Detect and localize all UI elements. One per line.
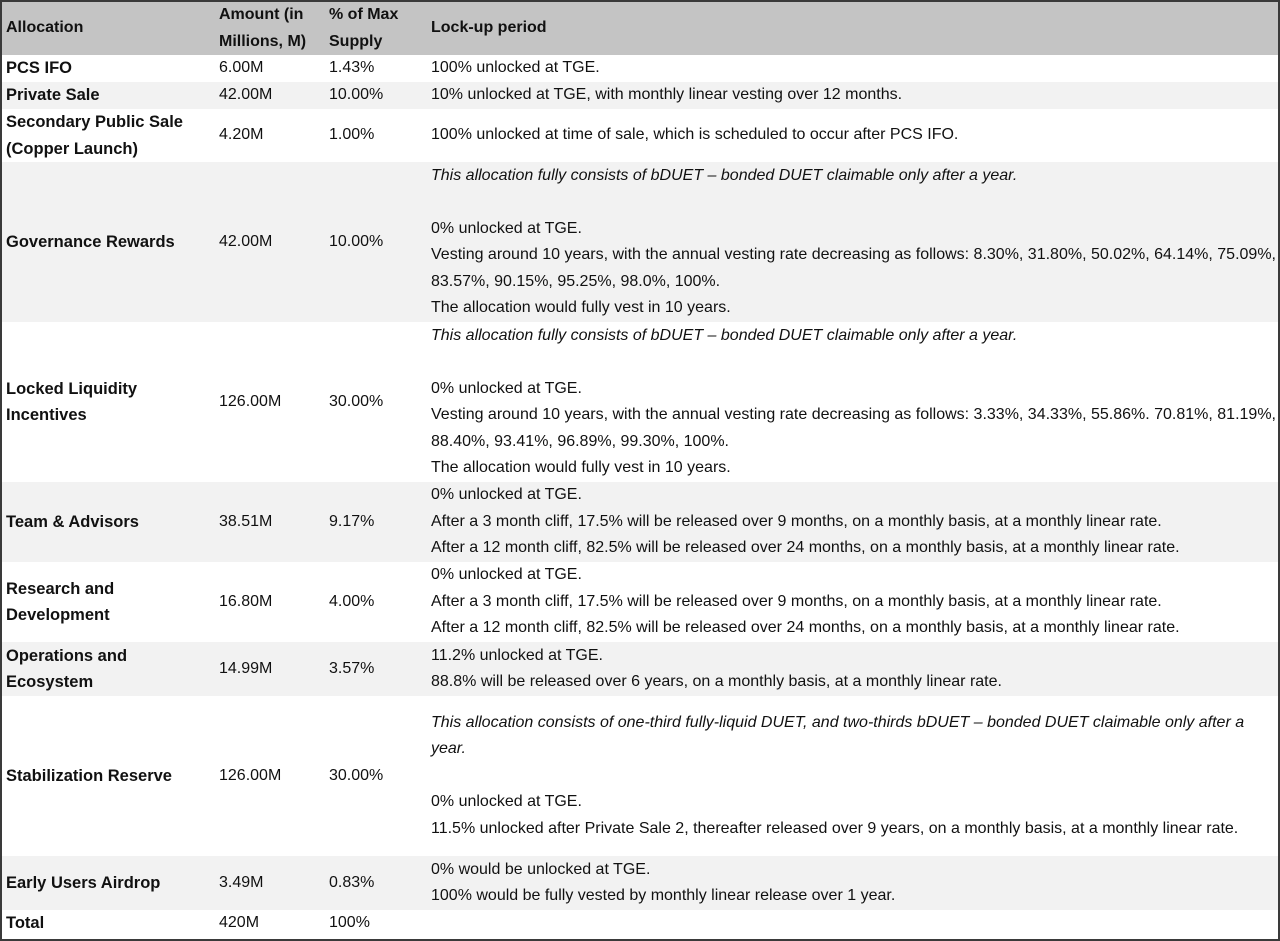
percent-cell: 10.00%	[325, 162, 427, 322]
amount-cell: 42.00M	[215, 82, 325, 109]
lockup-line: 11.2% unlocked at TGE.	[431, 646, 603, 664]
allocation-cell: Early Users Airdrop	[2, 856, 215, 910]
allocation-cell: Secondary Public Sale (Copper Launch)	[6, 113, 183, 158]
amount-cell: 16.80M	[219, 592, 273, 610]
table-row	[2, 482, 1278, 562]
amount-cell: 42.00M	[215, 162, 325, 322]
lockup-cell	[427, 482, 1278, 562]
lockup-note: This allocation consists of one-third fully-liquid DUET, and two-thirds bDUET – bonded DUET claimable only after a year.	[431, 713, 1245, 758]
percent-cell: 4.00%	[329, 592, 375, 610]
lockup-cell	[427, 856, 1278, 910]
allocation-cell: Locked Liquidity Incentives	[6, 379, 138, 424]
lockup-cell	[427, 82, 1278, 109]
allocation-cell: PCS IFO	[6, 59, 73, 78]
table-row	[2, 642, 1278, 696]
lockup-cell	[427, 696, 1278, 856]
lockup-note: This allocation fully consists of bDUET – bonded DUET claimable only after a year.	[431, 326, 1018, 344]
lockup-line: After a 3 month cliff, 17.5% will be released over 9 months, on a monthly basis, at a monthly linear rate.	[431, 512, 1162, 530]
percent-cell: 1.00%	[329, 126, 375, 144]
lockup-line: Vesting around 10 years, with the annual vesting rate decreasing as follows: 8.30%, 31.80%, 50.02%, 64.14%, 75.09%, 83.57%, 90.15%, 95.25%, 98.0%, 100%.	[431, 246, 1276, 290]
lockup-line: 0% unlocked at TGE.	[431, 793, 582, 811]
amount-cell: 4.20M	[219, 126, 264, 144]
header-percent: % of Max Supply	[325, 2, 427, 55]
lockup-line: 100% unlocked at time of sale, which is scheduled to occur after PCS IFO.	[431, 126, 959, 144]
allocation-cell: Operations and Ecosystem	[2, 642, 215, 696]
header-allocation: Allocation	[2, 2, 215, 55]
lockup-line: After a 12 month cliff, 82.5% will be released over 24 months, on a monthly basis, at a monthly linear rate.	[431, 619, 1180, 637]
header-lockup: Lock-up period	[427, 2, 1278, 55]
lockup-line: 0% unlocked at TGE.	[431, 486, 582, 504]
amount-cell: 126.00M	[219, 766, 282, 784]
lockup-line: Vesting around 10 years, with the annual vesting rate decreasing as follows: 3.33%, 34.33%, 55.86%. 70.81%, 81.19%, 88.40%, 93.41%, 96.89%, 99.30%, 100%.	[431, 406, 1276, 450]
allocation-cell: Research and Development	[6, 579, 115, 624]
lockup-line: 100% unlocked at TGE.	[431, 59, 600, 77]
percent-cell: 1.43%	[329, 59, 375, 77]
lockup-line: 0% unlocked at TGE.	[431, 566, 582, 584]
lockup-spacer	[431, 763, 1278, 790]
lockup-line: 0% unlocked at TGE.	[431, 379, 582, 397]
table-row	[2, 322, 1278, 482]
table-row	[2, 910, 1278, 937]
percent-cell: 9.17%	[325, 482, 427, 562]
percent-cell: 30.00%	[329, 766, 384, 784]
table-row	[2, 562, 1278, 642]
allocation-cell: Team & Advisors	[2, 482, 215, 562]
amount-cell: 38.51M	[215, 482, 325, 562]
allocation-table	[2, 2, 1278, 937]
table-row	[2, 82, 1278, 109]
lockup-spacer	[431, 349, 1278, 376]
lockup-line: After a 12 month cliff, 82.5% will be released over 24 months, on a monthly basis, at a monthly linear rate.	[431, 539, 1180, 557]
lockup-line: 100% would be fully vested by monthly linear release over 1 year.	[431, 887, 896, 904]
amount-cell: 6.00M	[219, 59, 264, 77]
lockup-cell	[427, 322, 1278, 482]
lockup-line: 10% unlocked at TGE, with monthly linear vesting over 12 months.	[431, 86, 903, 104]
lockup-line: The allocation would fully vest in 10 years.	[431, 299, 731, 316]
lockup-cell	[427, 642, 1278, 696]
percent-cell: 0.83%	[325, 856, 427, 910]
table-row	[2, 856, 1278, 910]
percent-cell: 10.00%	[325, 82, 427, 109]
lockup-cell	[427, 109, 1278, 162]
lockup-cell	[427, 562, 1278, 642]
lockup-line: After a 3 month cliff, 17.5% will be released over 9 months, on a monthly basis, at a monthly linear rate.	[431, 592, 1162, 610]
amount-cell: 14.99M	[215, 642, 325, 696]
lockup-spacer	[431, 189, 1278, 216]
allocation-cell: Private Sale	[2, 82, 215, 109]
amount-cell: 126.00M	[219, 392, 282, 410]
lockup-line: 0% unlocked at TGE.	[431, 219, 582, 237]
lockup-line: 0% would be unlocked at TGE.	[431, 860, 651, 878]
allocation-cell: Governance Rewards	[2, 162, 215, 322]
allocation-cell: Total	[6, 914, 45, 933]
table-row	[2, 696, 1278, 856]
lockup-note: This allocation fully consists of bDUET – bonded DUET claimable only after a year.	[431, 166, 1018, 184]
table-row	[2, 109, 1278, 162]
header-row	[2, 2, 1278, 55]
lockup-cell	[427, 910, 1278, 937]
header-amount: Amount (in Millions, M)	[215, 2, 325, 55]
allocation-cell: Stabilization Reserve	[6, 766, 172, 785]
lockup-line: The allocation would fully vest in 10 years.	[431, 459, 731, 476]
lockup-cell	[427, 162, 1278, 322]
table-body	[2, 55, 1278, 937]
lockup-line: 88.8% will be released over 6 years, on a monthly basis, at a monthly linear rate.	[431, 673, 1002, 690]
table-row	[2, 55, 1278, 82]
table-row	[2, 162, 1278, 322]
amount-cell: 3.49M	[215, 856, 325, 910]
percent-cell: 30.00%	[329, 392, 384, 410]
lockup-cell	[427, 55, 1278, 82]
percent-cell: 3.57%	[325, 642, 427, 696]
percent-cell: 100%	[329, 914, 370, 932]
amount-cell: 420M	[219, 914, 260, 932]
lockup-line: 11.5% unlocked after Private Sale 2, thereafter released over 9 years, on a monthly basis, at a monthly linear rate.	[431, 819, 1239, 837]
